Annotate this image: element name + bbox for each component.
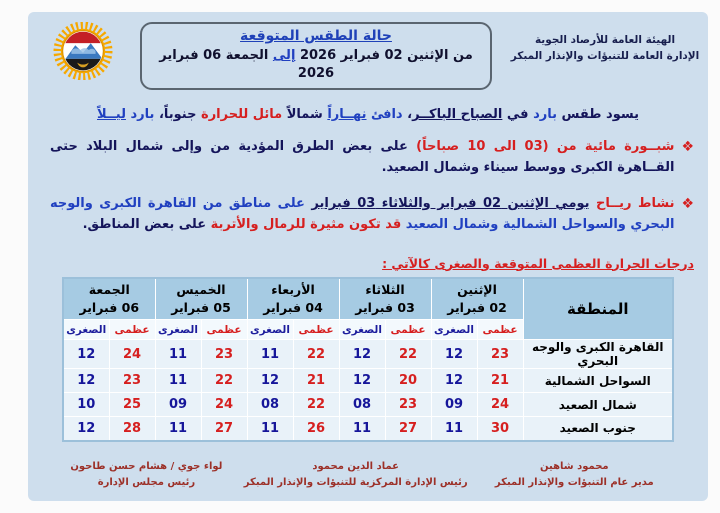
summary-segment: الصباح الباكــر	[412, 107, 503, 123]
max-label: عظمى	[109, 320, 155, 340]
temp-max: 24	[477, 393, 523, 417]
day-name: الثلاثاء	[365, 282, 405, 298]
day-header-thursday	[155, 278, 247, 320]
temp-min: 08	[247, 393, 293, 417]
temp-max: 20	[385, 369, 431, 393]
bullet-wind-text	[50, 194, 674, 236]
day-header-monday	[431, 278, 523, 320]
table-row	[63, 340, 673, 369]
signature-title: مدير عام التنبؤات والإنذار المبكر	[494, 476, 654, 488]
region-name: جنوب الصعيد	[523, 417, 673, 441]
day-header-row	[63, 278, 673, 320]
temp-min: 11	[155, 369, 201, 393]
date-end: الجمعة 06 فبراير 2026	[159, 48, 335, 82]
bullet-segment: شبــورة مائية من (03 الى 10 صباحاً)	[416, 139, 675, 155]
signatures	[28, 459, 708, 491]
bullet-segment: على بعض الطرق المؤدية من وإلى شمال البلاد حتى القــاهرة الكبرى ووسط سيناء وشمال الصعيد.	[50, 139, 675, 176]
table-row	[63, 393, 673, 417]
summary-segment: دافئ	[366, 107, 403, 123]
max-label: عظمى	[477, 320, 523, 340]
weather-summary	[28, 107, 708, 122]
temp-max: 24	[201, 393, 247, 417]
max-label: عظمى	[201, 320, 247, 340]
date-range	[152, 47, 480, 83]
temperature-table	[62, 277, 674, 442]
date-from: من الإثنين 02 فبراير 2026	[295, 48, 473, 63]
region-name: السواحل الشمالية	[523, 369, 673, 393]
bullet-fog	[50, 137, 694, 179]
bullet-wind	[50, 194, 694, 236]
day-name: الجمعة	[88, 282, 130, 298]
diamond-bullet-icon: ❖	[681, 139, 694, 156]
temp-max: 22	[293, 393, 339, 417]
bullet-segment: على مناطق من القاهرة الكبرى والوجه البحري والسواحل الشمالية وشمال الصعيد	[50, 195, 675, 232]
region-name: القاهرة الكبرى والوجه البحري	[523, 340, 673, 369]
temp-min: 09	[155, 393, 201, 417]
min-label: الصغرى	[431, 320, 477, 340]
summary-segment: بارد	[533, 107, 558, 123]
temp-max: 25	[109, 393, 155, 417]
summary-segment: بارد	[125, 107, 155, 123]
summary-segment: ليــلاً	[97, 107, 126, 123]
agency-name	[510, 20, 700, 65]
bullet-segment: نشاط ريــاح	[589, 195, 675, 211]
table-row	[63, 417, 673, 441]
max-label: عظمى	[385, 320, 431, 340]
temp-min: 11	[155, 417, 201, 441]
temp-max: 22	[201, 369, 247, 393]
temp-min: 12	[63, 369, 109, 393]
region-column-header: المنطقة	[523, 278, 673, 340]
summary-segment: مائل للحرارة	[201, 107, 283, 123]
day-header-tuesday	[339, 278, 431, 320]
day-header-wednesday	[247, 278, 339, 320]
max-label: عظمى	[293, 320, 339, 340]
logo-container	[36, 20, 130, 80]
meteorology-sun-emblem-icon	[51, 22, 115, 80]
signature-board-chairman	[58, 459, 235, 491]
temp-max: 24	[109, 340, 155, 369]
day-name: الأربعاء	[271, 282, 315, 298]
bullet-segment: يومي الإثنين 02 فبراير والثلاثاء 03 فبراير	[311, 195, 590, 211]
summary-segment: في	[502, 107, 534, 123]
temp-min: 12	[339, 369, 385, 393]
signature-central-admin-head	[235, 459, 477, 491]
agency-line2: الإدارة العامة للتنبؤات والإنذار المبكر	[510, 50, 700, 63]
temp-min: 11	[339, 417, 385, 441]
signature-title: رئيس مجلس الإدارة	[97, 476, 196, 488]
bullet-fog-text	[50, 137, 674, 179]
temp-max: 23	[201, 340, 247, 369]
temp-max: 22	[293, 340, 339, 369]
diamond-bullet-icon: ❖	[681, 195, 694, 212]
signature-title: رئيس الإدارة المركزية للتنبؤات والإنذار المبكر	[243, 476, 468, 488]
temp-max: 21	[293, 369, 339, 393]
day-date: 04 فبراير	[263, 299, 323, 315]
summary-segment: نهــاراً	[327, 107, 367, 123]
temp-min: 11	[247, 417, 293, 441]
temp-min: 11	[247, 340, 293, 369]
day-date: 03 فبراير	[355, 299, 415, 315]
day-date: 05 فبراير	[171, 299, 231, 315]
signature-forecast-director	[477, 459, 672, 491]
temp-min: 10	[63, 393, 109, 417]
temp-max: 23	[109, 369, 155, 393]
temp-min: 12	[63, 417, 109, 441]
temp-min: 12	[339, 340, 385, 369]
summary-segment: شمالاً	[282, 107, 328, 123]
temp-min: 11	[431, 417, 477, 441]
min-label: الصغرى	[339, 320, 385, 340]
summary-segment: جنوباً،	[154, 107, 202, 123]
temp-min: 08	[339, 393, 385, 417]
temp-max: 28	[109, 417, 155, 441]
day-header-friday	[63, 278, 155, 320]
title-box	[140, 22, 492, 90]
temp-max: 23	[385, 393, 431, 417]
page-title: حالة الطقس المتوقعة	[240, 28, 392, 44]
min-label: الصغرى	[155, 320, 201, 340]
temp-max: 27	[201, 417, 247, 441]
summary-segment: ،	[402, 107, 413, 123]
temp-max: 23	[477, 340, 523, 369]
temp-max: 22	[385, 340, 431, 369]
temp-max: 21	[477, 369, 523, 393]
signature-name: محمود شاهين	[540, 460, 609, 472]
temp-max: 26	[293, 417, 339, 441]
temp-max: 27	[385, 417, 431, 441]
day-date: 06 فبراير	[79, 299, 140, 315]
forecast-bullets	[28, 137, 708, 235]
region-name: شمال الصعيد	[523, 393, 673, 417]
day-date: 02 فبراير	[447, 299, 507, 315]
temp-min: 12	[247, 369, 293, 393]
date-to-word: إلى	[272, 48, 296, 63]
summary-segment: يسود طقس	[557, 107, 639, 123]
header	[28, 12, 708, 90]
temperature-table-title: درجات الحرارة العظمى المتوقعة والصغرى كالآتي :	[382, 255, 694, 271]
bullet-segment: قد تكون مثيرة للرمال والأتربة	[210, 216, 402, 232]
table-row	[63, 369, 673, 393]
weather-bulletin-panel	[28, 12, 708, 501]
temp-min: 12	[63, 340, 109, 369]
day-name: الإثنين	[457, 282, 497, 298]
temp-min: 12	[431, 369, 477, 393]
temp-min: 09	[431, 393, 477, 417]
min-label: الصغرى	[247, 320, 293, 340]
day-name: الخميس	[176, 282, 226, 298]
min-label: الصغرى	[63, 320, 109, 340]
agency-line1: الهيئة العامة للأرصاد الجوية	[534, 34, 676, 46]
temp-min: 12	[431, 340, 477, 369]
bullet-segment: على بعض المناطق.	[82, 216, 211, 232]
signature-name: لواء جوي / هشام حسن طاحون	[70, 460, 223, 472]
signature-name: عماد الدين محمود	[312, 460, 399, 472]
temp-min: 11	[155, 340, 201, 369]
temp-max: 30	[477, 417, 523, 441]
